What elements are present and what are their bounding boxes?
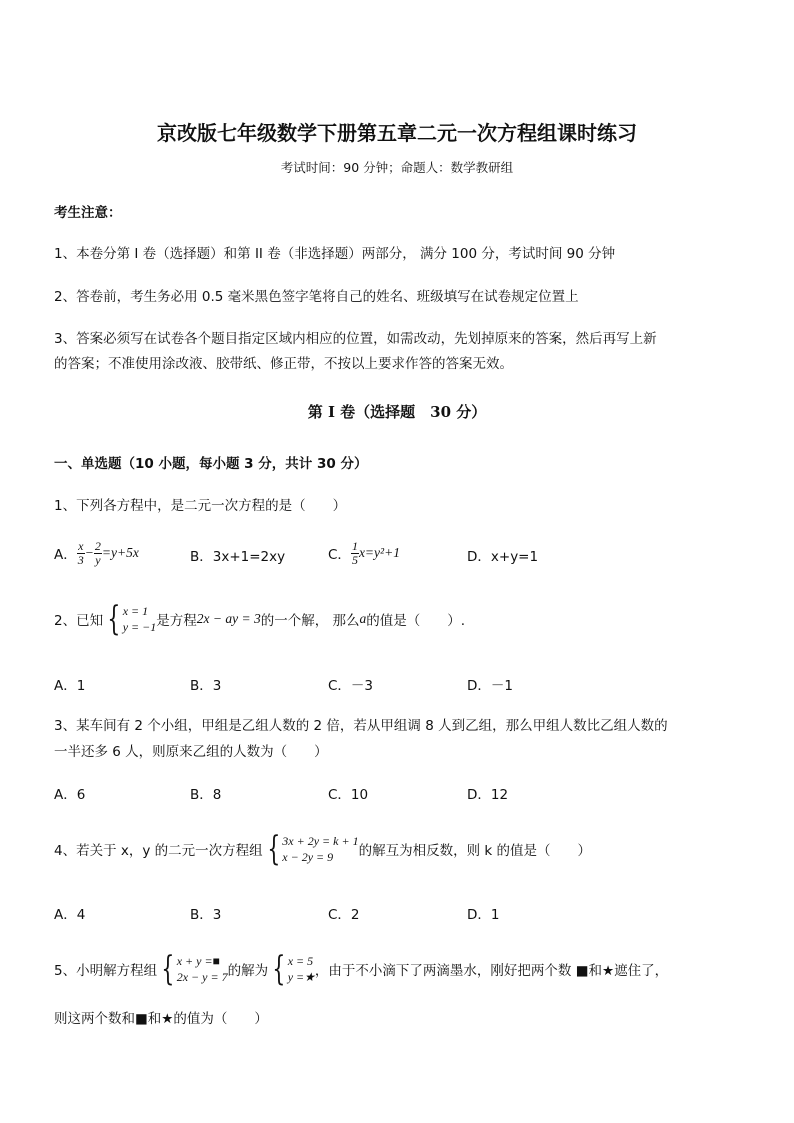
q1-a-minus: −	[84, 545, 94, 560]
q5-mid: 的解为	[227, 963, 269, 979]
q1-a-fraction-1: $\frac{x}{3}$	[77, 538, 84, 567]
q2-end: 的值是（ ）.	[366, 613, 466, 629]
q2-system: { x = 1 y = −1	[107, 599, 157, 639]
q4-option-c: C．2	[328, 907, 360, 923]
notice-item-2: 2、答卷前，考生务必用 0.5 毫米黑色签字笔将自己的姓名、班级填写在试卷规定位置上	[54, 289, 579, 305]
q1-c-label: C．	[328, 547, 351, 563]
q4-option-a: A．4	[54, 907, 86, 923]
q3-option-a: A．6	[54, 787, 86, 803]
q2-stem	[54, 599, 465, 639]
q1-a-label: A．	[54, 547, 77, 563]
q4-option-d: D．1	[467, 907, 500, 923]
q2-option-d: D．－1	[467, 678, 513, 694]
q1-option-a	[54, 536, 139, 570]
page-title: 京改版七年级数学下册第五章二元一次方程组课时练习	[157, 121, 637, 145]
q5-stem-line2: 则这两个数和■和★的值为（ ）	[54, 1011, 268, 1027]
q5-suffix: ，由于不小滴下了两滴墨水，刚好把两个数 ■和★遮住了，	[314, 963, 669, 979]
q2-variable: a	[359, 611, 367, 626]
q1-c-fraction: $\frac{1}{5}$	[351, 538, 358, 567]
q1-a-rest: =y+5x	[101, 545, 139, 560]
q5-prefix: 5、小明解方程组	[54, 963, 158, 979]
q3-stem-line1: 3、某车间有 2 个小组，甲组是乙组人数的 2 倍，若从甲组调 8 人到乙组，那么甲组人数比乙组人数的	[54, 718, 668, 734]
q4-option-b: B．3	[190, 907, 222, 923]
q5-stem	[54, 948, 668, 990]
q4-prefix: 4、若关于 x，y 的二元一次方程组	[54, 843, 263, 859]
q2-prefix: 2、已知	[54, 613, 104, 629]
part-heading: 一、单选题（10 小题，每小题 3 分，共计 30 分）	[54, 456, 368, 472]
notice-heading: 考生注意：	[54, 205, 122, 221]
q3-option-b: B．8	[190, 787, 222, 803]
q2-option-b: B．3	[190, 678, 222, 694]
section-title: 第 I 卷（选择题 30 分）	[307, 403, 487, 421]
notice-item-3-line1: 3、答案必须写在试卷各个题目指定区域内相应的位置，如需改动，先划掉原来的答案，然后再写上新	[54, 331, 657, 347]
q3-option-d: D．12	[467, 787, 509, 803]
q3-option-c: C．10	[328, 787, 369, 803]
q2-equation: 2x − ay = 3	[196, 611, 261, 626]
q1-option-b: B．3x+1=2xy	[190, 549, 286, 565]
q1-a-fraction-2: $\frac{2}{y}$	[94, 538, 101, 567]
q5-solution: { x = 5 y =★	[272, 949, 315, 989]
q1-option-c	[328, 536, 400, 570]
q4-suffix: 的解互为相反数，则 k 的值是（ ）	[358, 843, 591, 859]
q1-option-d: D．x+y=1	[467, 549, 539, 565]
page-subtitle: 考试时间：90 分钟；命题人：数学教研组	[280, 160, 514, 175]
q4-system: { 3x + 2y = k + 1 x − 2y = 9	[266, 829, 359, 869]
q2-option-c: C．－3	[328, 678, 374, 694]
q5-system: { x + y =■ 2x − y = 7	[161, 949, 228, 989]
q1-stem: 1、下列各方程中，是二元一次方程的是（ ）	[54, 498, 347, 514]
q1-c-rest: x=y²+1	[358, 545, 400, 560]
q4-stem	[54, 828, 591, 870]
q3-stem-line2: 一半还多 6 人，则原来乙组的人数为（ ）	[54, 744, 328, 760]
q2-option-a: A．1	[54, 678, 86, 694]
q2-suffix: 的一个解， 那么	[260, 613, 360, 629]
q2-mid: 是方程	[156, 613, 197, 629]
notice-item-1: 1、本卷分第 I 卷（选择题）和第 II 卷（非选择题）两部分， 满分 100 分，考试时间 90 分钟	[54, 246, 616, 262]
notice-item-3-line2: 的答案；不准使用涂改液、胶带纸、修正带，不按以上要求作答的答案无效。	[54, 356, 513, 372]
